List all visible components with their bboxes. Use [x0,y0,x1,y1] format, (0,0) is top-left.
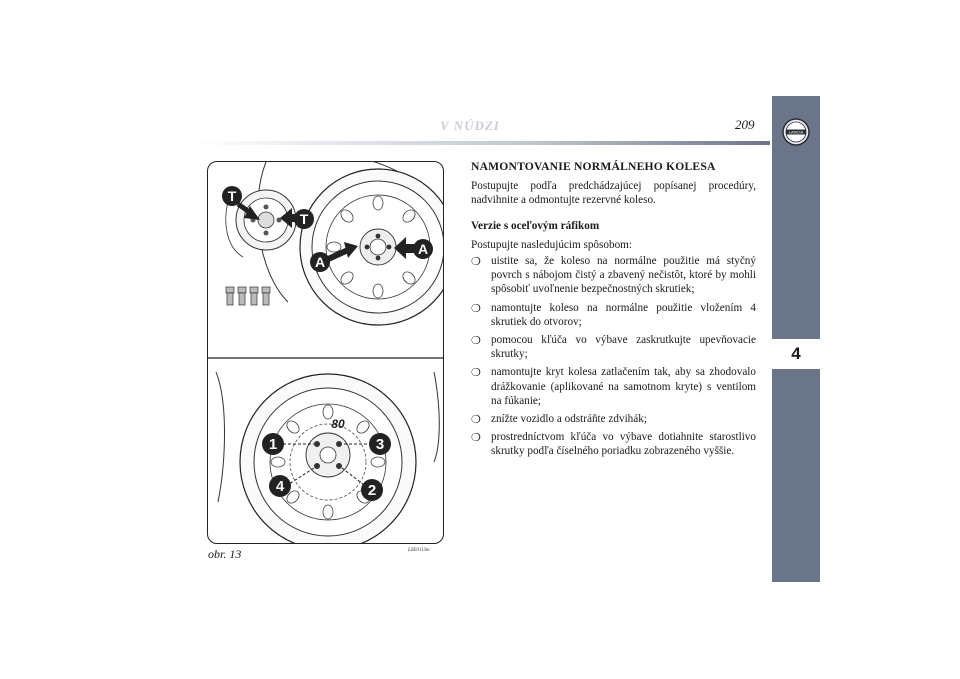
bolt-order-3 [369,433,391,455]
svg-text:4: 4 [275,478,285,495]
bullet-icon: ❍ [471,335,481,348]
steps-list [471,254,756,459]
wheel-bolts [226,287,270,305]
header-rule [192,141,770,145]
top-panel [222,162,443,325]
torque-label: 80 [331,417,345,431]
svg-text:3: 3 [375,436,385,453]
steps-intro: Postupujte nasledujúcim spôsobom: [471,238,632,251]
bolt-order-1 [262,433,284,455]
bolt-order-2 [361,479,383,501]
bolt-order-4 [269,475,291,497]
marker-t-2: T [299,211,309,227]
bullet-icon: ❍ [471,432,481,445]
chapter-number: 4 [772,339,820,369]
list-item: ❍ namontujte koleso na normálne použitie vložením 4 skrutiek do otvorov; [471,301,756,328]
logo-wordmark: LANCIA [788,129,804,135]
page-number: 209 [735,117,755,132]
running-header-title: V NÚDZI [440,118,500,133]
marker-t-1: T [227,188,237,204]
main-text-column [471,160,756,463]
svg-text:2: 2 [367,482,377,499]
section-title: NAMONTOVANIE NORMÁLNEHO KOLESA [471,160,716,173]
figure-code: L0E0113m [408,548,430,553]
svg-text:1: 1 [268,436,278,453]
list-item: ❍ uistite sa, že koleso na normálne použitie má styčný povrch s nábojom čistý a zbavený nečistôt, ktoré by mohli spôsobiť uvoľnenie bezpečnostných skrutiek; [471,255,756,296]
intro-paragraph: Postupujte podľa predchádzajúcej popísanej procedúry, nadvihnite a odmontujte rezervné koleso. [471,180,756,207]
marker-a-1: A [314,254,326,270]
list-item: ❍ namontujte kryt kolesa zatlačením tak, aby sa zhodovalo drážkovanie (aplikované na samotnom kryte) s ventilom na fúkanie; [471,366,756,407]
bullet-icon: ❍ [471,302,481,315]
marker-a-2: A [417,241,429,257]
bullet-icon: ❍ [471,414,481,427]
bullet-icon: ❍ [471,256,481,269]
list-item: ❍ pomocou kľúča vo výbave zaskrutkujte upevňovacie skrutky; [471,334,756,361]
list-item: ❍ prostredníctvom kľúča vo výbave dotiahnite starostlivo skrutky podľa číselného poriadku zobrazeného vyššie. [471,431,756,458]
subheading: Verzie s oceľovým ráfikom [471,219,600,232]
figure-caption: obr. 13 [208,547,242,561]
bottom-panel [216,372,439,543]
lancia-logo-icon [781,117,811,147]
bullet-icon: ❍ [471,367,481,380]
wheel-illustration [207,161,444,544]
list-item: ❍ znížte vozidlo a odstráňte zdvihák; [471,413,647,427]
